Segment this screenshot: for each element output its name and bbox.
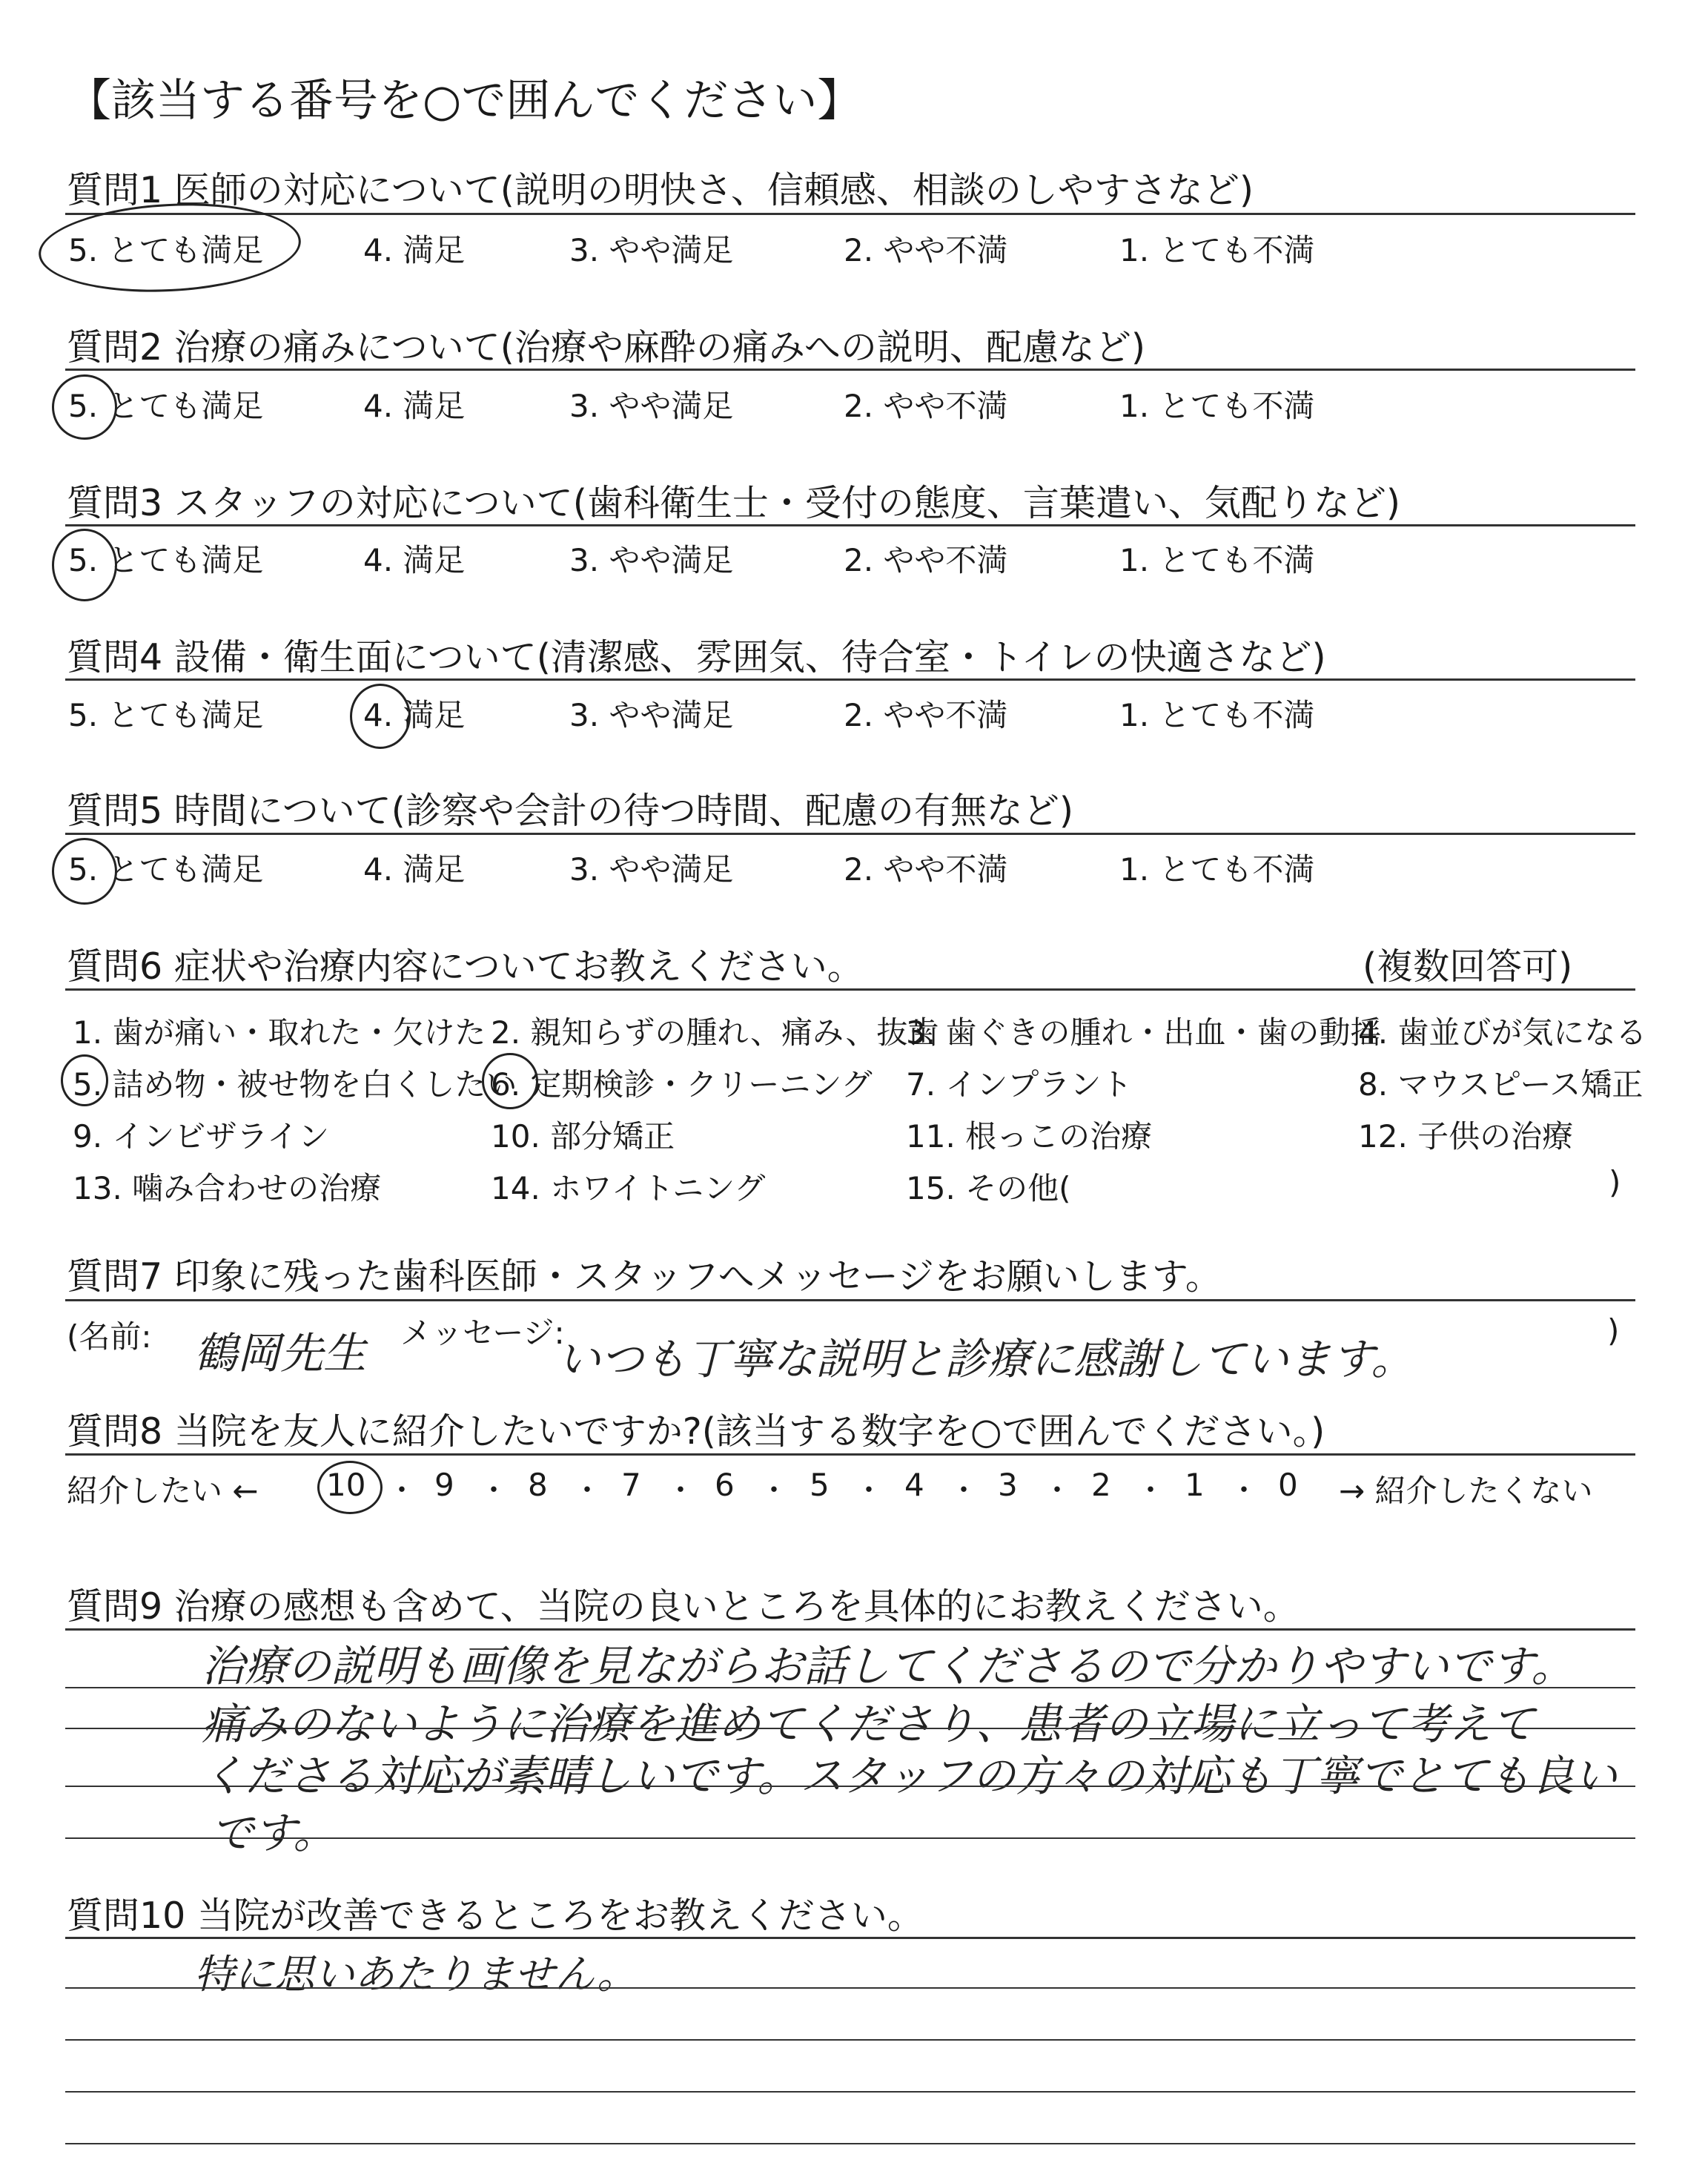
q8-separator: ・ (387, 1473, 417, 1507)
q6-item-3[interactable]: 3. 歯ぐきの腫れ・出血・歯の動揺 (906, 1014, 1382, 1051)
question-6-rule (65, 988, 1635, 991)
question-10-rule (65, 1937, 1635, 1939)
q6-item-10[interactable]: 10. 部分矯正 (491, 1118, 675, 1155)
q7-message-label: メッセージ: (400, 1315, 565, 1351)
q6-item-12[interactable]: 12. 子供の治療 (1358, 1118, 1574, 1155)
q9-writing-line (65, 1728, 1635, 1729)
q8-separator: ・ (854, 1473, 884, 1507)
question-7-title: 質問7 印象に残った歯科医師・スタッフへメッセージをお願いします。 (67, 1255, 1222, 1298)
q6-item-4[interactable]: 4. 歯並びが気になる (1358, 1014, 1647, 1051)
q10-writing-line (65, 1987, 1635, 1989)
q3-option-3[interactable]: 3. やや満足 (569, 542, 734, 578)
q8-scale-2[interactable]: 2 (1091, 1467, 1111, 1503)
q8-selection-circle (317, 1461, 383, 1514)
q5-option-1[interactable]: 1. とても不満 (1119, 851, 1315, 888)
q6-other-close-paren: ) (1609, 1164, 1621, 1200)
question-5-title: 質問5 時間について(診察や会計の待つ時間、配慮の有無など) (67, 790, 1074, 832)
q3-option-2[interactable]: 2. やや不満 (844, 542, 1008, 578)
q2-option-5[interactable]: 5. とても満足 (68, 388, 264, 424)
question-2-title: 質問2 治療の痛みについて(治療や麻酔の痛みへの説明、配慮など) (67, 326, 1146, 369)
q6-item-9[interactable]: 9. インビザライン (73, 1118, 330, 1155)
page-title: 【該当する番号を○で囲んでください】 (67, 75, 862, 127)
q5-option-2[interactable]: 2. やや不満 (844, 851, 1008, 888)
question-2-rule (65, 369, 1635, 371)
q6-item-15[interactable]: 15. その他( (906, 1170, 1071, 1206)
q7-name-label: (名前: (67, 1318, 152, 1355)
question-4-rule (65, 678, 1635, 681)
q9-answer-line-4[interactable]: です。 (211, 1808, 337, 1858)
q6-selection-circle-6 (482, 1053, 538, 1109)
q10-answer-line-1[interactable]: 特に思いあたりません。 (194, 1951, 638, 1998)
q2-option-4[interactable]: 4. 満足 (363, 388, 466, 424)
q9-answer-line-2[interactable]: 痛みのないように治療を進めてくださり、患者の立場に立って考えて (202, 1699, 1535, 1749)
q5-option-4[interactable]: 4. 満足 (363, 851, 466, 888)
q6-selection-circle-5 (61, 1054, 108, 1106)
q4-option-4[interactable]: 4. 満足 (363, 697, 466, 733)
question-8-rule (65, 1453, 1635, 1456)
question-8-title: 質問8 当院を友人に紹介したいですか?(該当する数字を○で囲んでください。) (67, 1410, 1325, 1453)
q5-option-5[interactable]: 5. とても満足 (68, 851, 264, 888)
q6-item-2[interactable]: 2. 親知らずの腫れ、痛み、抜歯 (491, 1014, 939, 1051)
q2-option-2[interactable]: 2. やや不満 (844, 388, 1008, 424)
q1-option-5[interactable]: 5. とても満足 (68, 232, 264, 268)
q2-option-3[interactable]: 3. やや満足 (569, 388, 734, 424)
q3-selection-circle (52, 529, 117, 601)
q4-option-1[interactable]: 1. とても不満 (1119, 697, 1315, 733)
q1-option-4[interactable]: 4. 満足 (363, 232, 466, 268)
q2-selection-circle (52, 374, 117, 440)
q6-item-13[interactable]: 13. 噛み合わせの治療 (73, 1170, 382, 1206)
q1-option-1[interactable]: 1. とても不満 (1119, 232, 1315, 268)
question-9-rule (65, 1628, 1635, 1631)
q8-separator: ・ (1042, 1473, 1072, 1507)
q6-item-11[interactable]: 11. 根っこの治療 (906, 1118, 1153, 1155)
q6-item-8[interactable]: 8. マウスピース矯正 (1358, 1066, 1644, 1103)
q8-scale-8[interactable]: 8 (528, 1467, 548, 1503)
question-10-title: 質問10 当院が改善できるところをお教えください。 (67, 1895, 924, 1937)
q2-option-1[interactable]: 1. とても不満 (1119, 388, 1315, 424)
question-9-title: 質問9 治療の感想も含めて、当院の良いところを具体的にお教えください。 (67, 1585, 1300, 1628)
q10-writing-line (65, 2091, 1635, 2093)
q8-separator: ・ (759, 1473, 789, 1507)
question-3-rule (65, 524, 1635, 526)
q8-separator: ・ (1136, 1473, 1165, 1507)
question-7-rule (65, 1299, 1635, 1301)
q5-selection-circle (52, 838, 117, 905)
q8-scale-5[interactable]: 5 (810, 1467, 830, 1503)
q6-item-14[interactable]: 14. ホワイトニング (491, 1170, 766, 1206)
q1-option-2[interactable]: 2. やや不満 (844, 232, 1008, 268)
q9-answer-line-1[interactable]: 治療の説明も画像を見ながらお話してくださるので分かりやすいです。 (202, 1641, 1575, 1691)
q8-scale-0[interactable]: 0 (1278, 1467, 1298, 1503)
q4-selection-circle (350, 684, 411, 749)
q6-item-7[interactable]: 7. インプラント (906, 1066, 1133, 1103)
question-6-title: 質問6 症状や治療内容についてお教えください。 (67, 945, 864, 988)
q8-scale-1[interactable]: 1 (1185, 1467, 1205, 1503)
q9-answer-line-3[interactable]: くださる対応が素晴しいです。スタッフの方々の対応も丁寧でとても良い (202, 1751, 1618, 1801)
question-5-rule (65, 833, 1635, 835)
q7-name-value[interactable]: 鶴岡先生 (194, 1328, 367, 1378)
q8-scale-3[interactable]: 3 (998, 1467, 1018, 1503)
q8-separator: ・ (949, 1473, 979, 1507)
q8-separator: ・ (666, 1473, 695, 1507)
q3-option-5[interactable]: 5. とても満足 (68, 542, 264, 578)
q6-item-5[interactable]: 5. 詰め物・被せ物を白くしたい (73, 1066, 517, 1103)
q1-option-3[interactable]: 3. やや満足 (569, 232, 734, 268)
q9-writing-line (65, 1837, 1635, 1839)
q3-option-1[interactable]: 1. とても不満 (1119, 542, 1315, 578)
q5-option-3[interactable]: 3. やや満足 (569, 851, 734, 888)
q8-scale-6[interactable]: 6 (715, 1467, 735, 1503)
question-1-rule (65, 213, 1635, 215)
q8-separator: ・ (572, 1473, 602, 1507)
q4-option-2[interactable]: 2. やや不満 (844, 697, 1008, 733)
q8-scale-10[interactable]: 10 (326, 1467, 366, 1503)
q6-item-6[interactable]: 6. 定期検診・クリーニング (491, 1066, 873, 1103)
question-3-title: 質問3 スタッフの対応について(歯科衛生士・受付の態度、言葉遣い、気配りなど) (67, 482, 1401, 524)
q6-item-1[interactable]: 1. 歯が痛い・取れた・欠けた (73, 1014, 486, 1051)
q3-option-4[interactable]: 4. 満足 (363, 542, 466, 578)
q4-option-5[interactable]: 5. とても満足 (68, 697, 264, 733)
q10-writing-line (65, 2039, 1635, 2041)
q4-option-3[interactable]: 3. やや満足 (569, 697, 734, 733)
q8-scale-4[interactable]: 4 (904, 1467, 924, 1503)
q8-separator: ・ (1229, 1473, 1259, 1507)
q8-scale-9[interactable]: 9 (434, 1467, 454, 1503)
q8-scale-7[interactable]: 7 (621, 1467, 641, 1503)
q7-message-value[interactable]: いつも丁寧な説明と診療に感謝しています。 (557, 1334, 1414, 1384)
q8-separator: ・ (479, 1473, 509, 1507)
q10-writing-line (65, 2143, 1635, 2144)
q8-left-label: 紹介したい ← (67, 1473, 259, 1509)
q9-writing-line (65, 1786, 1635, 1787)
q8-right-label: → 紹介したくない (1339, 1473, 1593, 1509)
question-1-title: 質問1 医師の対応について(説明の明快さ、信頼感、相談のしやすさなど) (67, 169, 1254, 211)
question-6-note: (複数回答可) (1363, 945, 1573, 988)
q7-close-paren: ) (1607, 1312, 1620, 1349)
q9-writing-line (65, 1687, 1635, 1688)
question-4-title: 質問4 設備・衛生面について(清潔感、雰囲気、待合室・トイレの快適さなど) (67, 636, 1326, 678)
